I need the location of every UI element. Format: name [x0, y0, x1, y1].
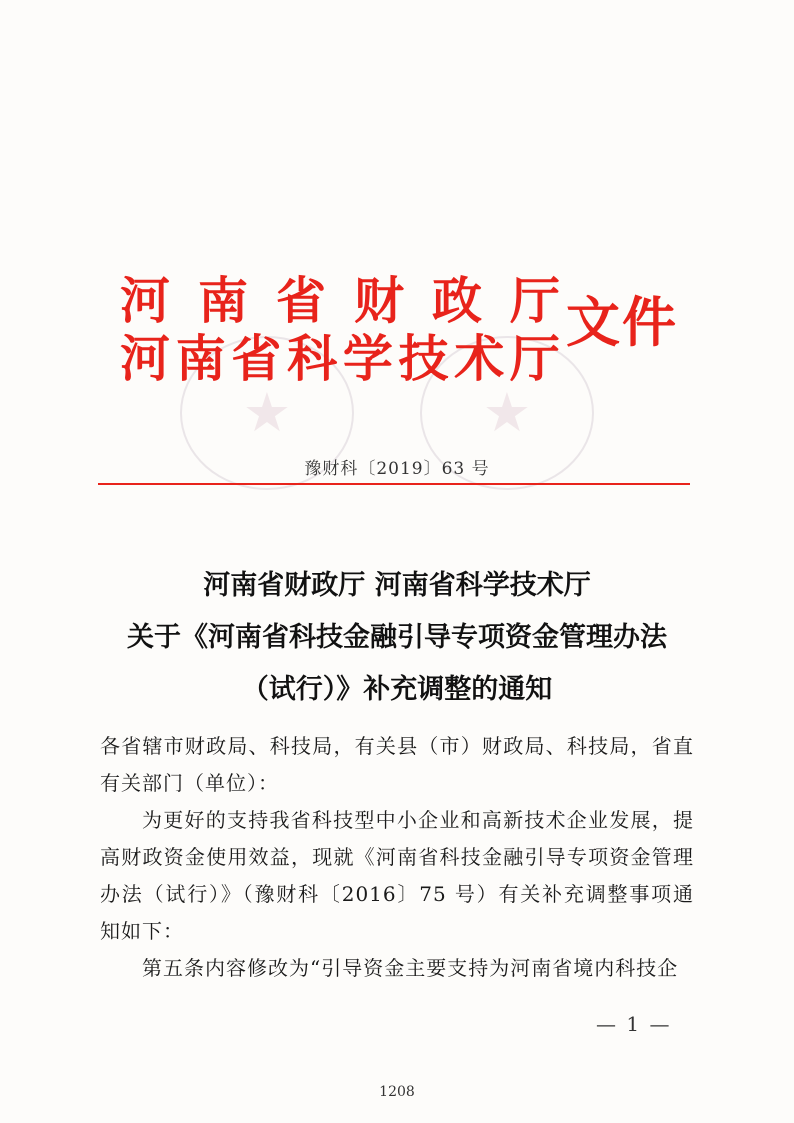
body-paragraph: 第五条内容修改为“引导资金主要支持为河南省境内科技企 — [142, 956, 679, 980]
addressee: 各省辖市财政局、科技局，有关县（市）财政局、科技局，省直有关部门（单位）： — [100, 734, 694, 795]
footer-code: 1208 — [379, 1084, 415, 1100]
document-label: 文件 — [566, 291, 678, 354]
seal-star-icon: ★ — [242, 381, 292, 444]
document-title — [0, 560, 794, 716]
issuer-line-science: 河 南 省 科 学 技 术 厅 — [120, 329, 560, 388]
page-number: — 1 — — [596, 1012, 672, 1036]
seal-star-icon: ★ — [482, 381, 532, 444]
issuer-line-finance: 河 南 省 财 政 厅 — [120, 271, 560, 330]
title-line-2: 关于《河南省科技金融引导专项资金管理办法 — [127, 622, 667, 653]
title-line-3: （试行）》补充调整的通知 — [241, 674, 553, 705]
body-paragraph: 为更好的支持我省科技型中小企业和高新技术企业发展，提高财政资金使用效益，现就《河南省科技金融引导专项资金管理办法（试行）》（豫财科〔2016〕75 号）有关补充调整事项通知如下： — [100, 808, 694, 943]
title-line-1: 河南省财政厅 河南省科学技术厅 — [203, 570, 591, 601]
document-body — [100, 728, 694, 987]
document-number: 豫财科〔2019〕63 号 — [304, 459, 490, 479]
red-divider — [98, 483, 690, 485]
